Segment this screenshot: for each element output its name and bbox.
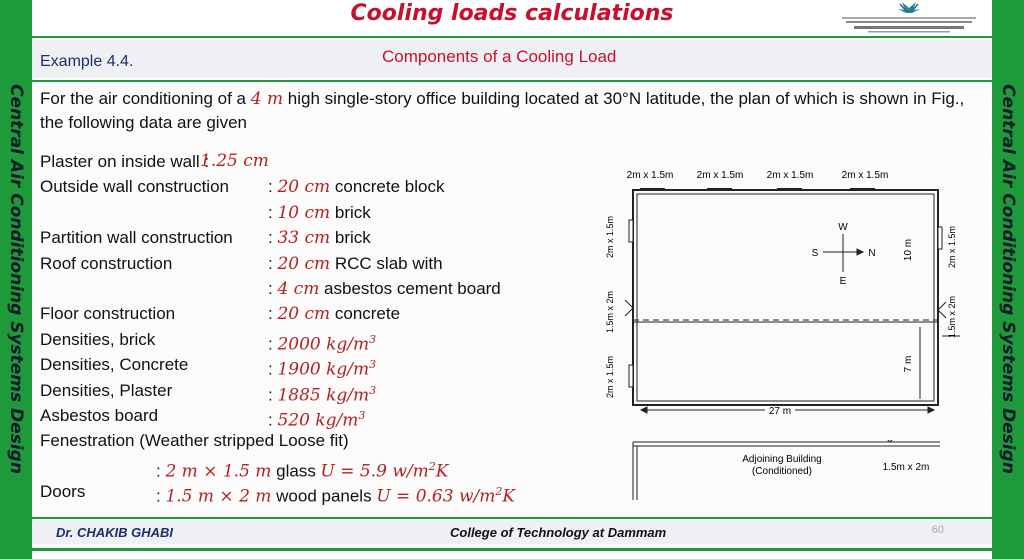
- spec-label: Plaster on inside wall :: [40, 152, 210, 171]
- spec-fenestration: [40, 428, 600, 453]
- left-wall-openings: [625, 220, 633, 387]
- spec-number: 33 cm: [277, 228, 331, 249]
- spec-text: RCC slab with: [330, 253, 443, 273]
- spec-unit: K: [502, 486, 516, 507]
- spec-label: Densities, brick: [40, 329, 156, 349]
- top-window-label-2: 2m x 1.5m: [696, 170, 744, 181]
- spec-text: wood panels: [271, 486, 377, 506]
- spec-number: 20 cm: [277, 304, 331, 325]
- spec-label: Roof construction: [40, 253, 173, 273]
- spec-label: Floor construction: [40, 304, 176, 324]
- spec-unit: K: [435, 461, 449, 482]
- spec-exponent: 3: [358, 408, 366, 422]
- spec-number: 2000 kg/m: [277, 334, 370, 355]
- spec-roof-2: [40, 276, 600, 301]
- intro-text-1: For the air conditioning of a: [40, 89, 251, 108]
- spec-label: Partition wall construction: [40, 228, 233, 248]
- left-upper-window-label: 2m x 1.5m: [605, 215, 615, 259]
- spec-density-brick: [40, 327, 600, 355]
- spec-value: : 33 cm brick: [268, 228, 371, 249]
- spec-fenestration-values: [40, 454, 600, 482]
- intro-height: 4 m: [250, 89, 284, 109]
- header-divider: [32, 36, 992, 38]
- spec-exponent: 3: [369, 358, 377, 372]
- right-sidebar: [992, 0, 1024, 559]
- spec-text: glass: [271, 461, 321, 481]
- spec-number: 10 cm: [277, 202, 331, 223]
- spec-exponent: 2: [495, 485, 503, 499]
- bottom-door-label: 1.5m x 2m: [882, 462, 930, 473]
- spec-exponent: 2: [428, 459, 436, 473]
- spec-text: brick: [330, 202, 371, 222]
- adjoining-label: Adjoining Building: [742, 454, 822, 465]
- spec-partition: [40, 225, 600, 250]
- spec-exponent: 3: [369, 332, 377, 346]
- left-sidebar: [0, 0, 32, 559]
- adjoining-sublabel: (Conditioned): [751, 466, 813, 477]
- spec-value: : 20 cm concrete block: [268, 177, 445, 198]
- spec-number: 2 m × 1.5 m: [165, 461, 272, 482]
- spec-density-plaster: [40, 378, 600, 406]
- spec-value: : 1885 $kg/m^3$: [268, 383, 377, 406]
- slide-header: [32, 0, 992, 36]
- spec-roof-1: [40, 251, 600, 276]
- spec-exponent: 3: [369, 383, 377, 397]
- spec-text: concrete block: [330, 177, 445, 197]
- top-window-label-1: 2m x 1.5m: [626, 170, 674, 181]
- floor-plan-diagram: [595, 72, 965, 417]
- spec-u-value: U = 5.9 w/m: [320, 461, 429, 482]
- spec-value: : 520 $kg/m^3$: [268, 408, 366, 431]
- spec-outside-wall-2: [40, 200, 600, 225]
- spec-label: Doors: [40, 482, 86, 502]
- right-door-label: 1.5m x 2m: [947, 295, 957, 339]
- spec-label: Outside wall construction: [40, 177, 229, 197]
- left-door-label: 1.5m x 2m: [605, 290, 615, 334]
- spec-value: : 4 cm asbestos cement board: [268, 278, 501, 299]
- spec-text: concrete: [330, 304, 401, 324]
- footer-divider: [32, 517, 992, 519]
- section-title: Components of a Cooling Load: [382, 47, 617, 66]
- spec-number: 1885 kg/m: [277, 385, 370, 406]
- spec-label: Fenestration (Weather stripped Loose fit): [40, 431, 349, 451]
- spec-label: Densities, Concrete: [40, 355, 189, 375]
- spec-value: : 2000 $kg/m^3$: [268, 332, 377, 355]
- spec-outside-wall-1: [40, 174, 600, 199]
- spec-value: : 2 m × 1.5 m glass U = 5.9 $w/m^2K$: [156, 459, 449, 482]
- compass-icon: [823, 234, 863, 272]
- spec-value: 1.25 cm: [200, 151, 269, 171]
- compass-e: E: [839, 276, 847, 287]
- top-window-label-3: 2m x 1.5m: [766, 170, 814, 181]
- right-upper-window-label: 2m x 1.5m: [947, 225, 957, 269]
- page-title: Cooling loads calculations: [350, 1, 674, 26]
- spec-list: [40, 149, 600, 507]
- spec-value: : 20 cm concrete: [268, 304, 401, 325]
- adjoining-building-diagram: [620, 440, 960, 500]
- compass-n: N: [868, 248, 876, 259]
- spec-doors: [40, 479, 600, 507]
- spec-value: : 1.5 m × 2 m wood panels U = 0.63 $w/m^2K$: [156, 485, 516, 507]
- right-sidebar-text: Central Air Conditioning Systems Design: [998, 84, 1018, 474]
- page-number: 60: [931, 524, 944, 536]
- spec-number: 20 cm: [277, 177, 331, 198]
- spec-value: : 10 cm brick: [268, 202, 371, 223]
- spec-number: 20 cm: [277, 253, 331, 274]
- compass-s: S: [811, 248, 819, 259]
- dim-7m-label: 7 m: [903, 355, 914, 373]
- spec-floor: [40, 301, 600, 326]
- bottom-divider: [32, 548, 992, 551]
- spec-label: Asbestos board: [40, 405, 159, 425]
- spec-text: brick: [330, 228, 371, 248]
- left-lower-window-label: 2m x 1.5m: [605, 355, 615, 399]
- slide-footer: [32, 520, 992, 544]
- left-sidebar-text: Central Air Conditioning Systems Design: [6, 84, 26, 474]
- top-window-label-4: 2m x 1.5m: [841, 170, 889, 181]
- building-walls: [633, 190, 938, 405]
- spec-number: 1.5 m × 2 m: [165, 486, 272, 507]
- intro-text-2: high single-story office building located at 30°N latitude, the plan of which is shown in Fig., the following data are given: [40, 89, 965, 132]
- college-logo-icon: [834, 0, 984, 34]
- spec-density-concrete: [40, 352, 600, 380]
- spec-value: : 20 cm RCC slab with: [268, 253, 443, 274]
- spec-number: 4 cm: [277, 278, 320, 299]
- spec-value: : 1900 $kg/m^3$: [268, 358, 377, 380]
- spec-u-value: U = 0.63 w/m: [376, 486, 496, 507]
- example-label: Example 4.4.: [40, 53, 134, 70]
- dim-27m-label: 27 m: [768, 406, 792, 417]
- compass-w: W: [838, 222, 848, 233]
- spec-text: asbestos cement board: [319, 278, 501, 298]
- spec-asbestos: [40, 403, 600, 431]
- spec-label: Densities, Plaster: [40, 380, 173, 400]
- spec-number: 520 kg/m: [277, 410, 359, 431]
- spec-number: 1900 kg/m: [277, 359, 370, 380]
- college-name: College of Technology at Dammam: [450, 525, 667, 540]
- dim-10m-label: 10 m: [903, 238, 914, 262]
- spec-plaster: [40, 149, 600, 174]
- author-name: Dr. CHAKIB GHABI: [56, 525, 174, 540]
